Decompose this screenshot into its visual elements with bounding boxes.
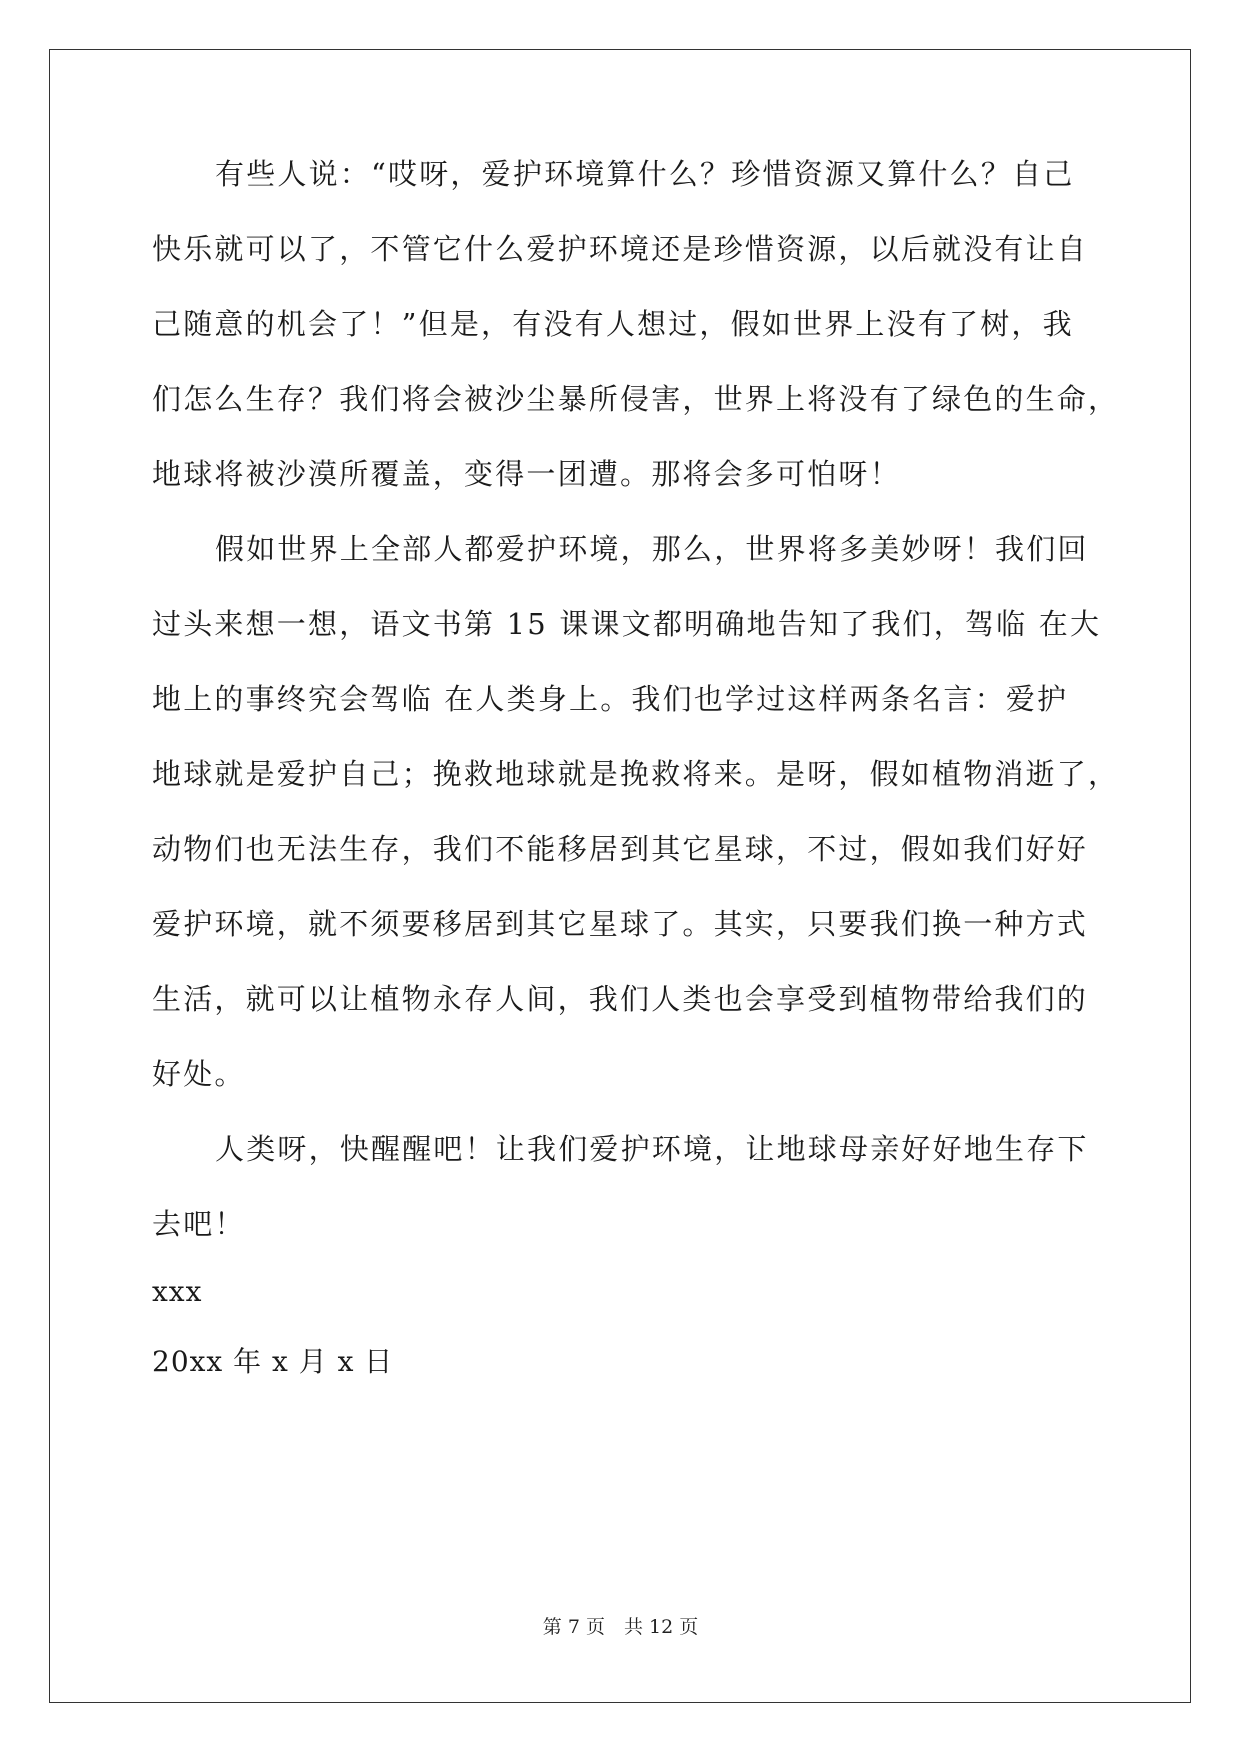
paragraph-2-line-8: 好处。 (152, 1057, 246, 1091)
paragraph-1-line-2: 快乐就可以了，不管它什么爱护环境还是珍惜资源，以后就没有让自 (152, 232, 1089, 266)
paragraph-2-line-1: 假如世界上全部人都爱护环境，那么，世界将多美妙呀！我们回 (215, 532, 1089, 566)
paragraph-2-line-5: 动物们也无法生存，我们不能移居到其它星球，不过，假如我们好好 (152, 832, 1089, 866)
paragraph-2-line-3: 地上的事终究会驾临 在人类身上。我们也学过这样两条名言：爱护 (152, 682, 1069, 716)
page-number-footer: 第 7 页 共 12 页 (542, 1616, 699, 1638)
paragraph-1-line-4: 们怎么生存？我们将会被沙尘暴所侵害，世界上将没有了绿色的生命， (152, 382, 1120, 416)
paragraph-3-line-1: 人类呀，快醒醒吧！让我们爱护环境，让地球母亲好好地生存下 (215, 1132, 1089, 1166)
paragraph-2-line-6: 爱护环境，就不须要移居到其它星球了。其实，只要我们换一种方式 (152, 907, 1089, 941)
paragraph-1-line-5: 地球将被沙漠所覆盖，变得一团遭。那将会多可怕呀！ (152, 457, 901, 491)
paragraph-2-line-2: 过头来想一想，语文书第 15 课课文都明确地告知了我们，驾临 在大 (152, 607, 1102, 641)
page-border (49, 49, 1191, 1703)
paragraph-2-line-7: 生活，就可以让植物永存人间，我们人类也会享受到植物带给我们的 (152, 982, 1089, 1016)
paragraph-3-line-2: 去吧！ (152, 1207, 246, 1241)
paragraph-2-line-4: 地球就是爱护自己；挽救地球就是挽救将来。是呀，假如植物消逝了， (152, 757, 1120, 791)
paragraph-1-line-3: 己随意的机会了！”但是，有没有人想过，假如世界上没有了树，我 (152, 307, 1074, 341)
signature-date: 20xx 年 x 月 x 日 (152, 1345, 394, 1378)
signature-name: xxx (152, 1275, 203, 1308)
paragraph-1-line-1: 有些人说：“哎呀，爱护环境算什么？珍惜资源又算什么？自己 (215, 157, 1075, 191)
